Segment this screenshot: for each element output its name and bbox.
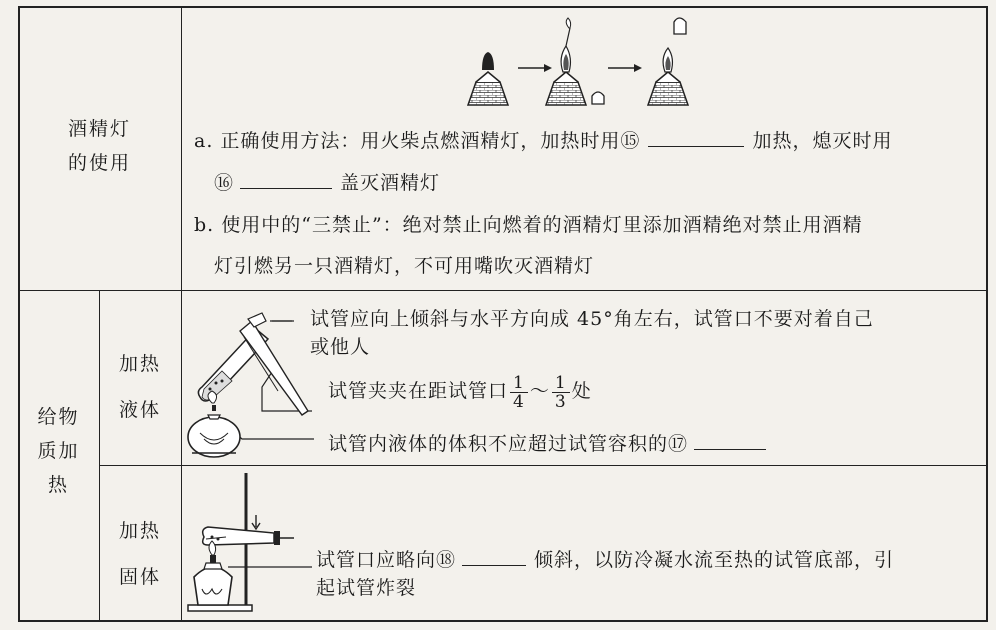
alcohol-lamp-header-line2: 的使用 — [67, 152, 131, 174]
test-tube-icon — [203, 515, 294, 545]
frac2-denominator: 3 — [554, 391, 567, 412]
heating-header-line3: 热 — [47, 474, 69, 496]
fraction-one-third — [552, 374, 570, 411]
solid-note-line1 — [316, 547, 894, 573]
rule-a-line1 — [194, 128, 892, 154]
blank-15 — [648, 128, 744, 147]
heating-header — [18, 400, 99, 502]
blank-17 — [694, 431, 766, 450]
liquid-note1-line2: 或他人 — [310, 336, 371, 358]
alcohol-lamp-icon — [188, 391, 240, 457]
frac1-denominator: 4 — [513, 391, 525, 412]
alcohol-lamp-icon — [194, 541, 232, 605]
solid-note-suffix: 倾斜，以防冷凝水流至热的试管底部，引 — [534, 549, 895, 571]
blank-17-number: ⑰ — [668, 433, 689, 455]
rule-a-prefix: a. 正确使用方法：用火柴点燃酒精灯，加热时用 — [194, 130, 621, 152]
fraction-one-quarter — [510, 374, 528, 411]
arrow-icon — [518, 64, 552, 72]
liquid-heating-header — [99, 341, 181, 433]
frac1-numerator: 1 — [510, 374, 528, 393]
solid-header-line1: 加热 — [118, 520, 161, 542]
alcohol-lamp-header-line1: 酒精灯 — [67, 118, 131, 140]
extinguishing-lamp-icon — [648, 18, 688, 105]
rule-a-line2 — [214, 170, 440, 196]
liquid-note2-prefix: 试管夹夹在距试管口 — [328, 380, 509, 402]
blank-16-number: ⑯ — [214, 172, 235, 194]
liquid-note3 — [328, 431, 766, 457]
heating-header-line1: 给物 — [37, 406, 80, 428]
capped-lamp-icon — [468, 52, 508, 105]
blank-15-number: ⑮ — [620, 130, 641, 152]
solid-heating-header — [99, 508, 181, 600]
range-tilde: ～ — [529, 380, 550, 402]
lit-lamp-icon — [546, 18, 604, 105]
solid-note-line2: 起试管炸裂 — [316, 577, 417, 599]
liquid-header-line1: 加热 — [118, 353, 161, 375]
liquid-note3-prefix: 试管内液体的体积不应超过试管容积的 — [328, 433, 669, 455]
lamp-lighting-diagram — [460, 10, 720, 120]
rule-a-end: 盖灭酒精灯 — [340, 172, 441, 194]
tube-holder-icon — [240, 313, 308, 415]
blank-16 — [240, 170, 332, 189]
blank-18-number: ⑱ — [436, 549, 457, 571]
solid-note-prefix: 试管口应略向 — [316, 549, 437, 571]
liquid-note2-suffix: 处 — [571, 380, 592, 402]
rule-a-middle: 加热，熄灭时用 — [752, 130, 893, 152]
liquid-note2 — [328, 371, 592, 411]
blank-18 — [462, 547, 526, 566]
solid-header-line2: 固体 — [118, 566, 161, 588]
alcohol-lamp-header — [18, 112, 181, 180]
rule-b-line2: 灯引燃另一只酒精灯，不可用嘴吹灭酒精灯 — [214, 255, 595, 277]
heating-header-line2: 质加 — [37, 440, 80, 462]
frac2-numerator: 1 — [552, 374, 570, 393]
arrow-icon — [608, 64, 642, 72]
rule-b-line1: b. 使用中的“三禁止”：绝对禁止向燃着的酒精灯里添加酒精绝对禁止用酒精 — [194, 214, 863, 236]
liquid-header-line2: 液体 — [118, 399, 161, 421]
liquid-note1-line1: 试管应向上倾斜与水平方向成 45°角左右，试管口不要对着自己 — [310, 308, 874, 330]
solid-heating-diagram — [182, 467, 322, 617]
